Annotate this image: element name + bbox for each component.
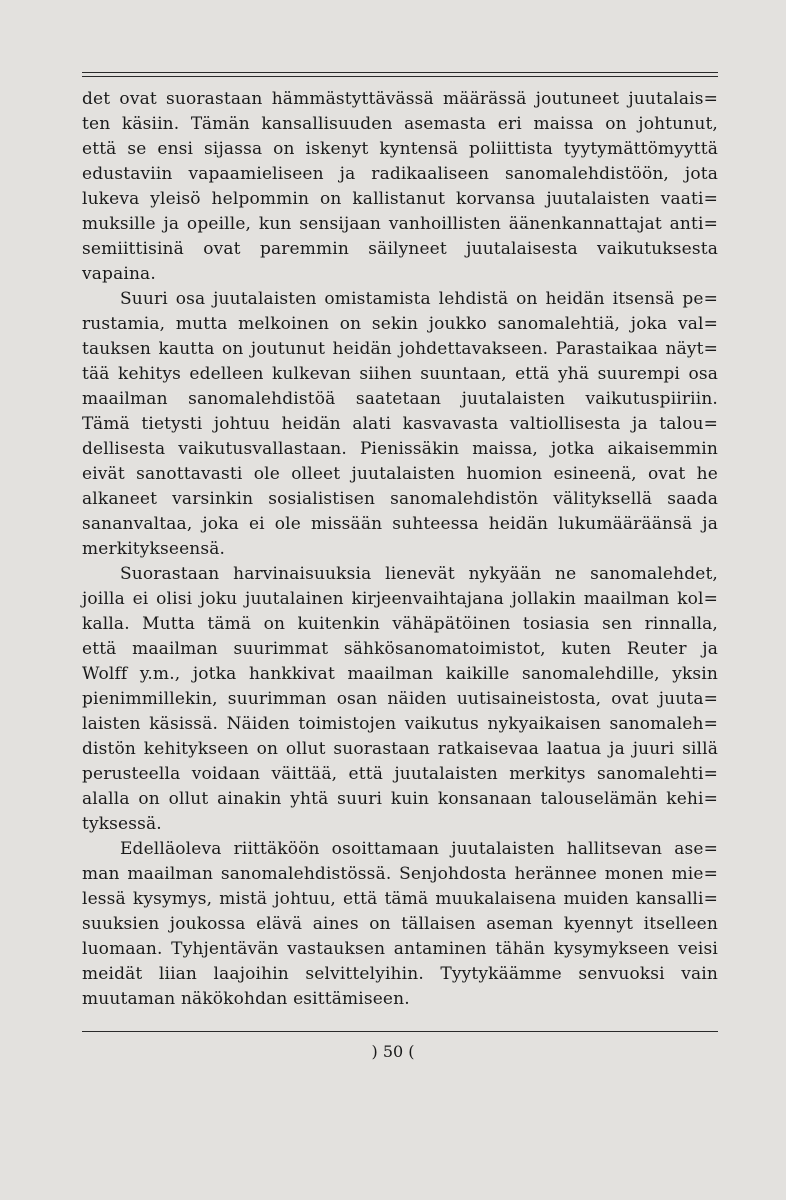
text-line: maailman sanomalehdistöä saatetaan juutalaisten vaikutuspiiriin. xyxy=(82,389,718,409)
text-line: joilla ei olisi joku juutalainen kirjeenvaihtajana jollakin maailman kol= xyxy=(82,589,718,609)
text-line: perusteella voidaan väittää, että juutalaisten merkitys sanomalehti= xyxy=(82,764,718,784)
text-line: semiittisinä ovat paremmin säilyneet juutalaisesta vaikutuksesta xyxy=(82,239,718,259)
text-line: suuksien joukossa elävä aines on tällaisen aseman kyennyt itselleen xyxy=(82,914,718,934)
text-line: man maailman sanomalehdistössä. Senjohdosta herännee monen mie= xyxy=(82,864,718,884)
text-line: pienimmillekin, suurimman osan näiden uutisaineistosta, ovat juuta= xyxy=(82,689,718,709)
text-line: vapaina. xyxy=(82,264,156,284)
text-line: merkitykseensä. xyxy=(82,539,226,559)
text-line: rustamia, mutta melkoinen on sekin joukko sanomalehtiä, joka val= xyxy=(82,314,718,334)
text-line: Wolff y.m., jotka hankkivat maailman kaikille sanomalehdille, yksin xyxy=(82,664,718,684)
text-line: meidät liian laajoihin selvittelyihin. Tyytykäämme senvuoksi vain xyxy=(82,964,718,984)
header-rule-bottom xyxy=(82,76,718,77)
text-line: Suorastaan harvinaisuuksia lienevät nykyään ne sanomalehdet, xyxy=(120,564,718,584)
text-line: alkaneet varsinkin sosialistisen sanomalehdistön välityksellä saada xyxy=(82,489,718,509)
text-line: Tämä tietysti johtuu heidän alati kasvavasta valtiollisesta ja talou= xyxy=(82,414,718,434)
footer-rule xyxy=(82,1031,718,1032)
text-line: Edelläoleva riittäköön osoittamaan juutalaisten hallitsevan ase= xyxy=(120,839,718,859)
page-number: ) 50 ( xyxy=(371,1042,415,1061)
text-line: lukeva yleisö helpommin on kallistanut korvansa juutalaisten vaati= xyxy=(82,189,718,209)
text-line: tauksen kautta on joutunut heidän johdettavakseen. Parastaikaa näyt= xyxy=(82,339,718,359)
text-line: Suuri osa juutalaisten omistamista lehdistä on heidän itsensä pe= xyxy=(120,289,718,309)
text-line: muksille ja opeille, kun sensijaan vanhoillisten äänenkannattajat anti= xyxy=(82,214,718,234)
text-line: ten käsiin. Tämän kansallisuuden asemasta eri maissa on johtunut, xyxy=(82,114,718,134)
text-line: dellisesta vaikutusvallastaan. Pienissäkin maissa, jotka aikaisemmin xyxy=(82,439,718,459)
text-line: det ovat suorastaan hämmästyttävässä määrässä joutuneet juutalais= xyxy=(82,89,718,109)
text-line: laisten käsissä. Näiden toimistojen vaikutus nykyaikaisen sanomaleh= xyxy=(82,714,718,734)
text-line: muutaman näkökohdan esittämiseen. xyxy=(82,989,410,1009)
text-line: sananvaltaa, joka ei ole missään suhteessa heidän lukumääräänsä ja xyxy=(82,514,718,534)
text-line: eivät sanottavasti ole olleet juutalaisten huomion esineenä, ovat he xyxy=(82,464,718,484)
text-line: distön kehitykseen on ollut suorastaan ratkaisevaa laatua ja juuri sillä xyxy=(82,739,718,759)
text-line: edustaviin vapaamieliseen ja radikaaliseen sanomalehdistöön, jota xyxy=(82,164,718,184)
text-line: alalla on ollut ainakin yhtä suuri kuin konsanaan talouselämän kehi= xyxy=(82,789,718,809)
text-line: kalla. Mutta tämä on kuitenkin vähäpätöinen tosiasia sen rinnalla, xyxy=(82,614,718,634)
text-line: että maailman suurimmat sähkösanomatoimistot, kuten Reuter ja xyxy=(82,639,718,659)
text-line: lessä kysymys, mistä johtuu, että tämä muukalaisena muiden kansalli= xyxy=(82,889,718,909)
header-rule-top xyxy=(82,72,718,73)
text-line: luomaan. Tyhjentävän vastauksen antaminen tähän kysymykseen veisi xyxy=(82,939,718,959)
text-line: että se ensi sijassa on iskenyt kyntensä poliittista tyytymättömyyttä xyxy=(82,139,718,159)
text-line: tää kehitys edelleen kulkevan siihen suuntaan, että yhä suurempi osa xyxy=(82,364,718,384)
text-line: tyksessä. xyxy=(82,814,162,834)
